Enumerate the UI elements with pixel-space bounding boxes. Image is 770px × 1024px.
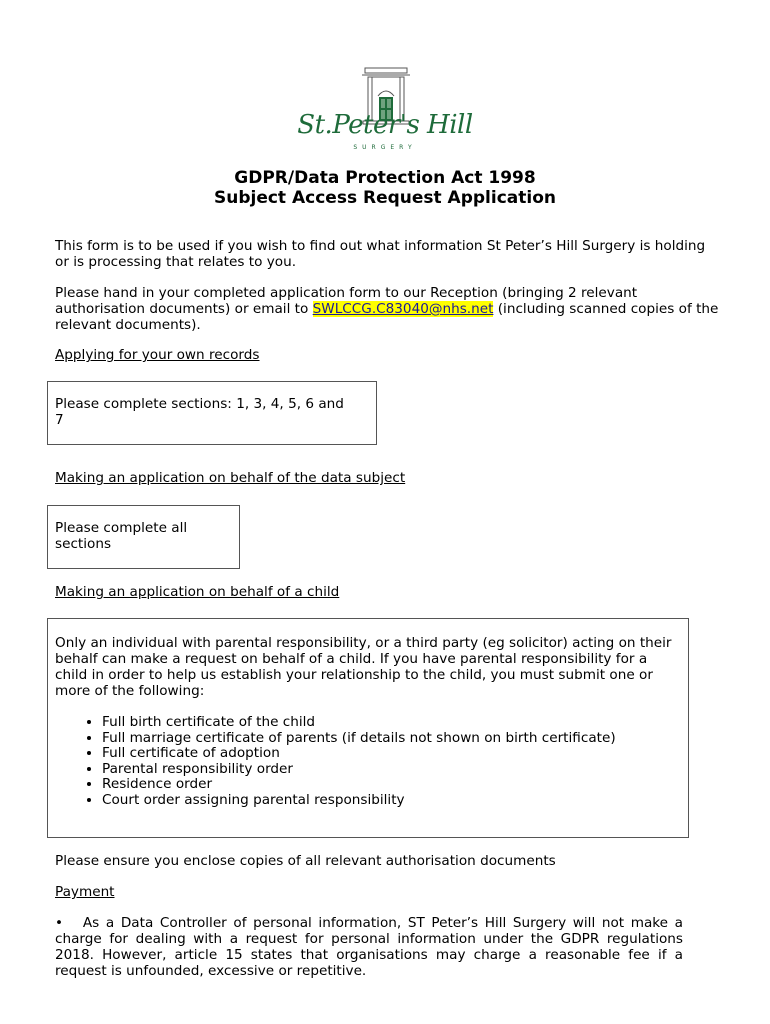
intro-paragraph: This form is to be used if you wish to find out what information St Peter’s Hill Surgery is holding or is processing that relates to you. <box>55 238 706 270</box>
handin-text-after: (including scanned copies of the relevant documents). <box>55 301 719 333</box>
page-subtitle: Subject Access Request Application <box>213 188 556 208</box>
handin-text: Please hand in your completed application form to our Reception (bringing 2 relevant authorisation documents) or email to <box>55 285 638 317</box>
list-item: • Court order assigning parental responsibility <box>102 793 681 809</box>
bullet-icon: • <box>55 915 83 931</box>
payment-heading: Payment <box>55 884 115 900</box>
page-title: GDPR/Data Protection Act 1998 <box>234 168 536 188</box>
list-item: • Full birth certificate of the child <box>102 715 681 731</box>
behalf-box: Please complete all sections <box>47 505 240 569</box>
logo-subtitle: SURGERY <box>353 144 417 151</box>
enclose-note: Please ensure you enclose copies of all relevant authorisation documents <box>55 853 556 869</box>
handin-paragraph <box>55 285 720 333</box>
payment-text: As a Data Controller of personal information, ST Peter’s Hill Surgery will not make a charge for dealing with a request for personal information under the GDPR regulations 2018. However, article 15 states that organisations may charge a reasonable fee if a request is unfounded, excessive or repetitive. <box>55 915 683 979</box>
child-text: Only an individual with parental responsibility, or a third party (eg solicitor) acting on their behalf can make a request on behalf of a child. If you have parental responsibility for a child in order to help us establish your relationship to the child, you must submit one or more of the following: <box>55 635 672 699</box>
child-heading: Making an application on behalf of a child <box>55 584 340 600</box>
logo-name: St.Peter's Hill <box>297 110 473 140</box>
own-records-heading: Applying for your own records <box>55 347 260 363</box>
email-link[interactable]: SWLCCG.C83040@nhs.net <box>312 301 494 317</box>
behalf-heading: Making an application on behalf of the data subject <box>55 470 406 486</box>
surgery-logo <box>290 66 480 158</box>
own-records-box: Please complete sections: 1, 3, 4, 5, 6 and 7 <box>47 381 377 445</box>
list-item: • Parental responsibility order <box>102 762 681 778</box>
payment-paragraph <box>55 915 683 979</box>
list-item: • Full certificate of adoption <box>102 746 681 762</box>
child-documents-list <box>55 715 681 809</box>
list-item: • Full marriage certificate of parents (if details not shown on birth certificate) <box>102 731 681 747</box>
child-box <box>47 618 689 838</box>
list-item: • Residence order <box>102 777 681 793</box>
